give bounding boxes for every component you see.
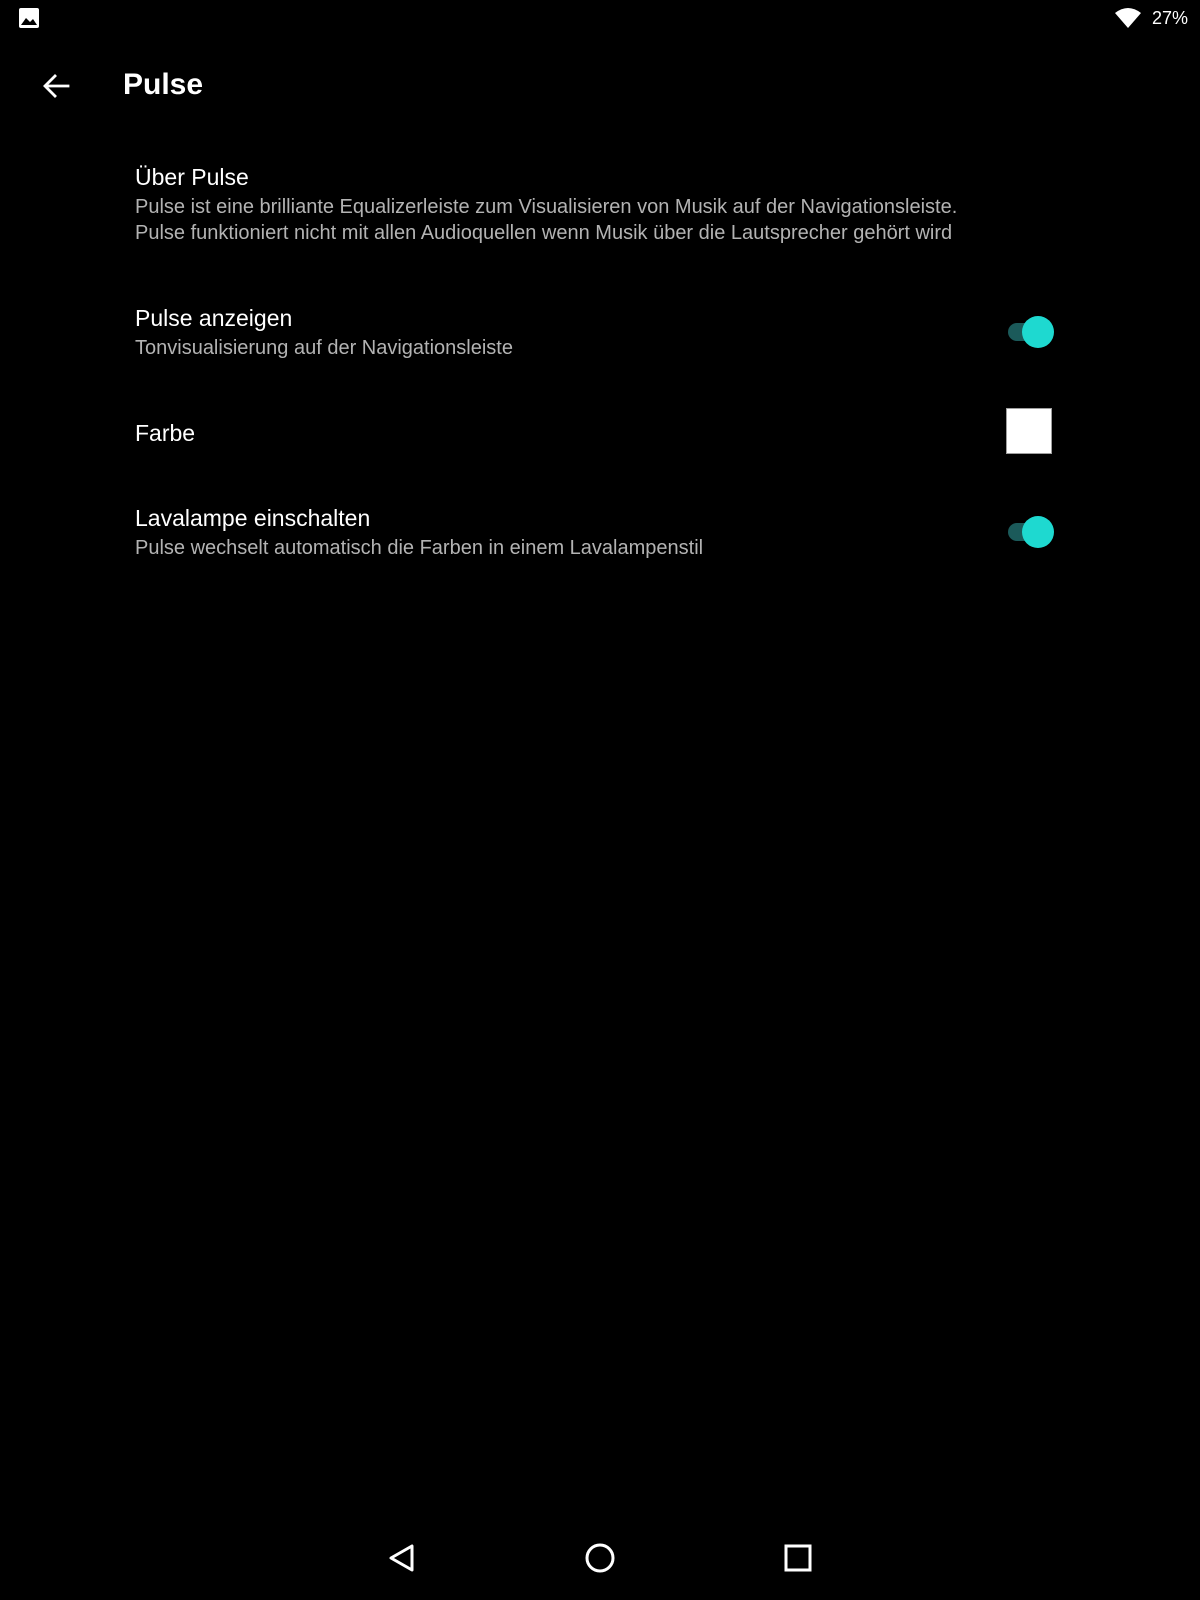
pref-about-summary-line2: Pulse funktioniert nicht mit allen Audioquellen wenn Musik über die Lautsprecher gehört wird [135, 222, 953, 244]
navigation-bar [0, 1520, 1200, 1600]
nav-home-button[interactable] [570, 1530, 630, 1590]
pref-show-pulse[interactable] [135, 303, 1135, 361]
nav-home-icon [584, 1542, 616, 1579]
pref-about-summary-line1: Pulse ist eine brilliante Equalizerleiste zum Visualisieren von Musik auf der Navigationsleiste. [135, 196, 958, 218]
battery-percentage: 27% [1152, 8, 1189, 28]
nav-recents-button[interactable] [768, 1530, 828, 1590]
nav-back-icon [386, 1542, 418, 1579]
color-preview-swatch[interactable] [1006, 408, 1052, 454]
status-bar [0, 0, 1200, 36]
pref-show-pulse-title: Pulse anzeigen [135, 305, 293, 331]
pref-color[interactable] [135, 418, 1135, 448]
wifi-icon [1114, 7, 1142, 29]
pref-about-pulse[interactable] [135, 162, 1135, 246]
page-title: Pulse [123, 68, 204, 101]
arrow-back-icon [42, 72, 70, 105]
switch-thumb [1022, 316, 1054, 348]
pref-lava-lamp-title: Lavalampe einschalten [135, 505, 371, 531]
switch-thumb [1022, 516, 1054, 548]
pref-show-pulse-summary: Tonvisualisierung auf der Navigationsleiste [135, 337, 513, 359]
show-pulse-switch[interactable] [1006, 314, 1060, 350]
pref-lava-lamp-summary: Pulse wechselt automatisch die Farben in einem Lavalampenstil [135, 537, 704, 559]
lava-lamp-switch[interactable] [1006, 514, 1060, 550]
back-button[interactable] [28, 64, 84, 112]
nav-back-button[interactable] [372, 1530, 432, 1590]
image-icon [18, 7, 40, 29]
nav-recents-icon [783, 1543, 813, 1578]
pref-lava-lamp[interactable] [135, 503, 1135, 561]
app-bar [0, 36, 1200, 136]
pref-about-title: Über Pulse [135, 164, 249, 190]
pref-color-title: Farbe [135, 420, 196, 446]
